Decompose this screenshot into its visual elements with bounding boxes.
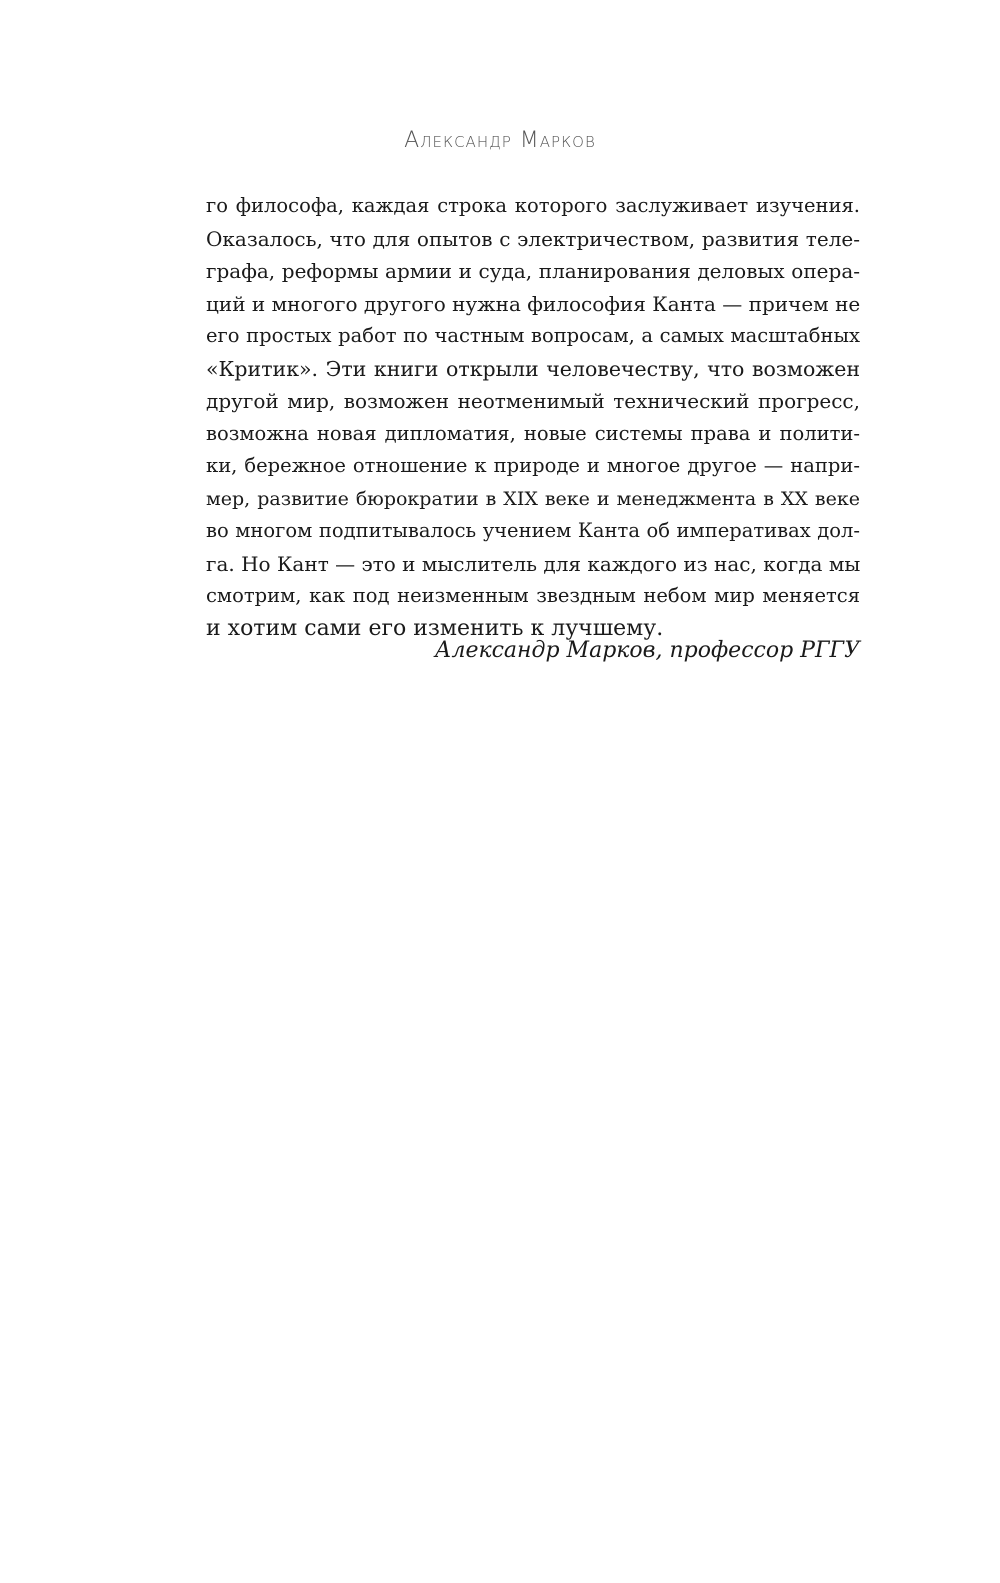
- text-line: его простых работ по частным вопросам, а самых масштабных: [206, 324, 860, 347]
- running-header: Александр Марков: [404, 128, 596, 153]
- text-line: ций и многого другого нужна философия Канта — причем не: [206, 291, 861, 316]
- text-line: мер, развитие бюрократии в XIX веке и менеджмента в XX веке: [206, 487, 860, 510]
- text-line: смотрим, как под неизменным звездным небом мир меняется: [206, 584, 860, 607]
- text-line: во многом подпитывалось учением Канта об императивах дол-: [206, 519, 860, 542]
- text-line: «Критик». Эти книги открыли человечеству, что возможен: [206, 356, 860, 381]
- text-line: возможна новая дипломатия, новые системы права и полити-: [206, 421, 860, 445]
- body-paragraph: [206, 190, 860, 645]
- author-signature: Александр Марков, профессор РГГУ: [434, 638, 860, 663]
- text-line: графа, реформы армии и суда, планирования деловых опера-: [206, 259, 860, 283]
- text-line: ки, бережное отношение к природе и многое другое — напри-: [206, 454, 860, 477]
- text-line: го философа, каждая строка которого заслуживает изучения.: [206, 194, 860, 217]
- text-line: и хотим сами его изменить к лучшему.: [206, 615, 664, 641]
- text-line: га. Но Кант — это и мыслитель для каждого из нас, когда мы: [206, 551, 861, 576]
- text-line: Оказалось, что для опытов с электричеством, развития теле-: [206, 226, 860, 251]
- text-line: другой мир, возможен неотменимый технический прогресс,: [206, 389, 860, 413]
